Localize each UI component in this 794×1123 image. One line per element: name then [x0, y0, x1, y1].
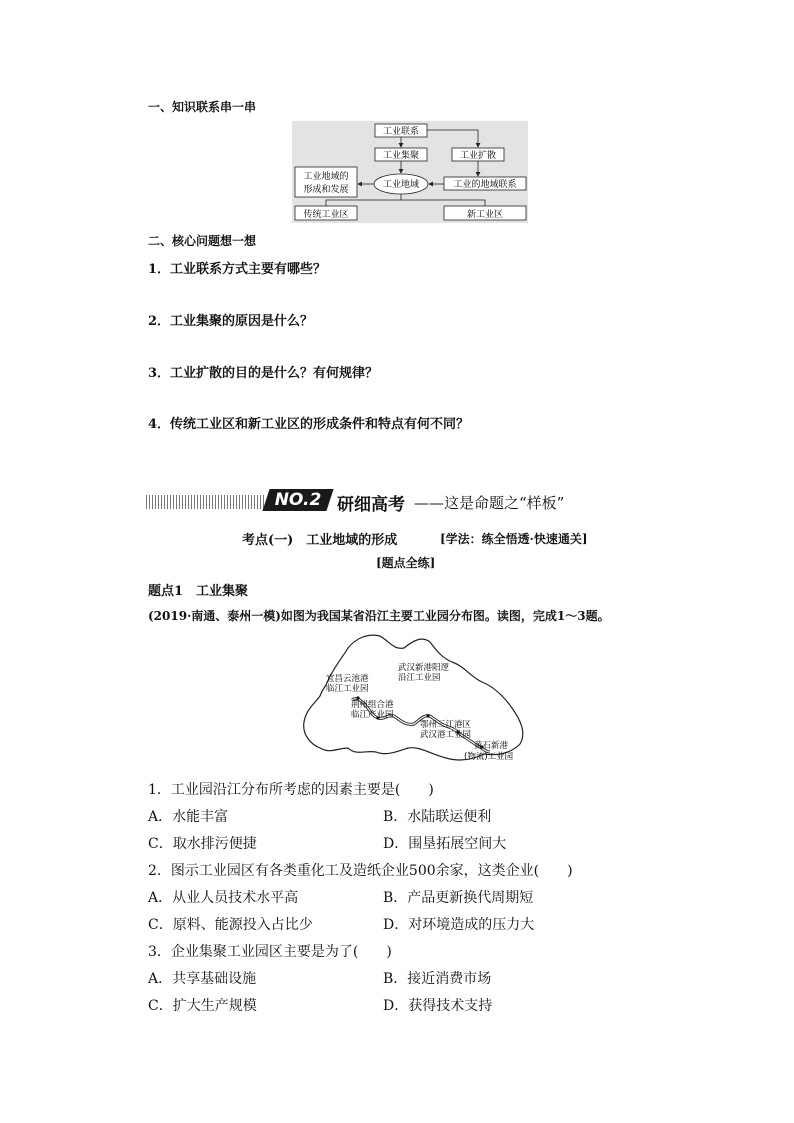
question-2-option-a[interactable]: A．从业人员技术水平高: [148, 890, 299, 906]
core-question-2: 2．工业集聚的原因是什么？: [148, 314, 314, 329]
map-label-huangshi-2: (物流)工业园: [464, 752, 514, 762]
question-3-option-d[interactable]: D．获得技术支持: [383, 998, 493, 1014]
province-map: [296, 630, 532, 766]
section1-title: 一、知识联系串一串: [148, 100, 257, 114]
core-question-1: 1．工业联系方式主要有哪些？: [148, 262, 327, 277]
concept-diagram: [292, 121, 528, 223]
map-label-ezhou-2: 武汉港工业园: [420, 730, 472, 740]
question-3-option-c[interactable]: C．扩大生产规模: [148, 998, 257, 1014]
map-label-jingzhou-2: 临江产业园: [351, 710, 394, 720]
map-label-jingzhou-1: 荆州组合港: [351, 700, 394, 710]
site-yangluo-marker: [426, 714, 429, 717]
node-region-label: 工业地域: [382, 180, 420, 190]
map-label-yangluo-1: 武汉新港阳逻: [398, 663, 450, 673]
question-3-stem: 3．企业集聚工业园区主要是为了( ): [148, 944, 392, 960]
question-1-stem: 1．工业园沿江分布所考虑的因素主要是( ): [148, 782, 434, 798]
banner-title: 研细高考: [337, 495, 405, 515]
question-1-option-c[interactable]: C．取水排污便捷: [148, 836, 257, 852]
kaodian-title: 考点(一) 工业地域的形成: [242, 533, 398, 548]
question-2-option-b[interactable]: B．产品更新换代周期短: [383, 890, 534, 906]
node-spread-label: 工业扩散: [459, 151, 497, 161]
node-new-label: 新工业区: [466, 210, 504, 220]
question-2-option-c[interactable]: C．原料、能源投入占比少: [148, 917, 313, 933]
tidian-title: 题点1 工业集聚: [148, 584, 249, 599]
map-label-yichang-2: 临江工业园: [326, 684, 369, 694]
question-3-option-b[interactable]: B．接近消费市场: [383, 971, 492, 987]
question-1-option-d[interactable]: D．围垦拓展空间大: [383, 836, 507, 852]
question-3-option-a[interactable]: A．共享基础设施: [148, 971, 257, 987]
banner-subtitle: ——这是命题之“样板”: [414, 494, 565, 512]
question-intro: (2019·南通、泰州一模)如图为我国某省沿江主要工业园分布图。读图，完成1～3题。: [148, 609, 610, 623]
kaodian-note: [学法：练全悟透·快速通关]: [440, 532, 588, 546]
question-1-option-b[interactable]: B．水陆联运便利: [383, 809, 492, 825]
map-label-huangshi-1: 黄石新港: [474, 741, 509, 751]
question-2-stem: 2．图示工业园区有各类重化工及造纸企业500余家，这类企业( ): [148, 863, 573, 879]
node-formation-label-2: 形成和发展: [303, 185, 349, 195]
node-link-label: 工业联系: [382, 127, 420, 137]
map-label-yichang-1: 宜昌云池港: [326, 674, 369, 684]
node-formation-label-1: 工业地域的: [303, 172, 349, 182]
node-traditional-label: 传统工业区: [303, 210, 349, 220]
banner-stripe: [146, 495, 264, 509]
question-1-option-a[interactable]: A．水能丰富: [148, 809, 229, 825]
node-regional-link-label: 工业的地域联系: [453, 180, 517, 190]
section2-title: 二、核心问题想一想: [148, 234, 257, 248]
kaodian-sub: [题点全练]: [376, 556, 436, 570]
map-label-yangluo-2: 沿江工业园: [398, 673, 441, 683]
question-2-option-d[interactable]: D．对环境造成的压力大: [383, 917, 535, 933]
core-question-3: 3．工业扩散的目的是什么？有何规律？: [148, 366, 379, 381]
banner-badge: NO.2: [262, 489, 333, 511]
node-cluster-label: 工业集聚: [382, 151, 420, 161]
map-label-ezhou-1: 鄂州三江港区: [420, 720, 472, 730]
core-question-4: 4．传统工业区和新工业区的形成条件和特点有何不同？: [148, 417, 470, 432]
